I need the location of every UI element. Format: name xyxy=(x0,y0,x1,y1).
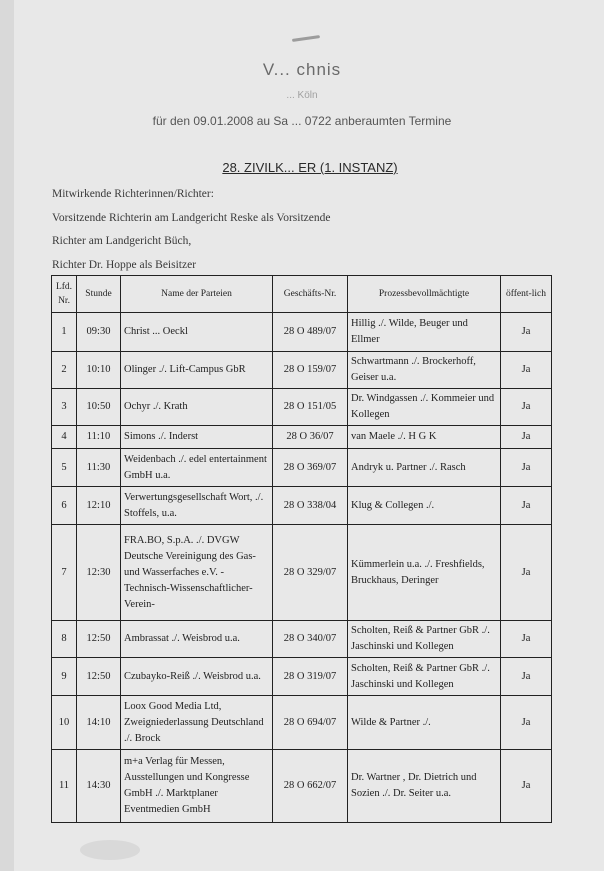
cell-counsel: Scholten, Reiß & Partner GbR ./. Jaschinski und Kollegen xyxy=(348,658,501,696)
cell-time: 10:10 xyxy=(77,352,121,389)
cell-case-number: 28 O 151/05 xyxy=(273,389,348,426)
cell-case-number: 28 O 338/04 xyxy=(273,487,348,525)
cell-parties: Ambrassat ./. Weisbrod u.a. xyxy=(121,621,273,658)
cell-number: 9 xyxy=(52,658,77,696)
document-title: V... chnis xyxy=(262,60,342,79)
cell-public: Ja xyxy=(501,658,552,696)
cell-number: 7 xyxy=(52,525,77,621)
table-row xyxy=(52,525,552,621)
cell-number: 2 xyxy=(52,352,77,389)
cell-parties: FRA.BO, S.p.A. ./. DVGW Deutsche Vereinigung des Gas- und Wasserfaches e.V. - Technisch-Wissenschaftlicher-Verein- xyxy=(121,525,273,621)
cell-public: Ja xyxy=(501,525,552,621)
cell-case-number: 28 O 662/07 xyxy=(273,750,348,823)
table-row xyxy=(52,352,552,389)
cell-case-number: 28 O 489/07 xyxy=(273,313,348,352)
chamber-heading: 28. ZIVILK... ER (1. INSTANZ) xyxy=(222,160,398,175)
header-parties: Name der Parteien xyxy=(121,276,273,313)
court-name: ... Köln xyxy=(286,90,318,101)
cell-case-number: 28 O 319/07 xyxy=(273,658,348,696)
cell-case-number: 28 O 369/07 xyxy=(273,449,348,487)
judge-associate: Richter am Landgericht Büch, xyxy=(52,235,192,247)
cell-time: 12:50 xyxy=(77,658,121,696)
cell-parties: Christ ... Oeckl xyxy=(121,313,273,352)
cell-time: 09:30 xyxy=(77,313,121,352)
cell-counsel: Hillig ./. Wilde, Beuger und Ellmer xyxy=(348,313,501,352)
cell-public: Ja xyxy=(501,750,552,823)
cell-public: Ja xyxy=(501,621,552,658)
cell-number: 6 xyxy=(52,487,77,525)
cell-case-number: 28 O 36/07 xyxy=(273,426,348,449)
table-row xyxy=(52,696,552,750)
cell-public: Ja xyxy=(501,352,552,389)
cell-public: Ja xyxy=(501,313,552,352)
cell-public: Ja xyxy=(501,449,552,487)
cell-counsel: Dr. Windgassen ./. Kommeier und Kollegen xyxy=(348,389,501,426)
schedule-table xyxy=(51,275,552,823)
cell-number: 3 xyxy=(52,389,77,426)
judge-assessor: Richter Dr. Hoppe als Beisitzer xyxy=(52,258,197,271)
header-public: öffent-lich xyxy=(501,276,552,313)
table-row xyxy=(52,313,552,352)
cell-parties: Weidenbach ./. edel entertainment GmbH u.a. xyxy=(121,449,273,487)
header-counsel: Prozessbevollmächtigte xyxy=(348,276,501,313)
paper-smudge xyxy=(80,840,140,860)
cell-parties: Czubayko-Reiß ./. Weisbrod u.a. xyxy=(121,658,273,696)
cell-number: 10 xyxy=(52,696,77,750)
cell-counsel: van Maele ./. H G K xyxy=(348,426,501,449)
header-time: Stunde xyxy=(77,276,121,313)
cell-time: 14:10 xyxy=(77,696,121,750)
table-row xyxy=(52,658,552,696)
cell-counsel: Andryk u. Partner ./. Rasch xyxy=(348,449,501,487)
cell-counsel: Dr. Wartner , Dr. Dietrich und Sozien ./. Dr. Seiter u.a. xyxy=(348,750,501,823)
cell-counsel: Klug & Collegen ./. xyxy=(348,487,501,525)
cell-number: 1 xyxy=(52,313,77,352)
cell-public: Ja xyxy=(501,696,552,750)
cell-number: 8 xyxy=(52,621,77,658)
cell-time: 11:30 xyxy=(77,449,121,487)
judges-heading: Mitwirkende Richterinnen/Richter: xyxy=(52,188,214,200)
judges-list xyxy=(52,183,572,277)
table-header-row xyxy=(52,276,552,313)
cell-time: 12:10 xyxy=(77,487,121,525)
cell-time: 14:30 xyxy=(77,750,121,823)
table-row xyxy=(52,621,552,658)
cell-time: 12:50 xyxy=(77,621,121,658)
table-row xyxy=(52,426,552,449)
header-case-number: Geschäfts-Nr. xyxy=(273,276,348,313)
cell-public: Ja xyxy=(501,487,552,525)
cell-case-number: 28 O 694/07 xyxy=(273,696,348,750)
cell-parties: Loox Good Media Ltd, Zweigniederlassung Deutschland ./. Brock xyxy=(121,696,273,750)
cell-parties: Simons ./. Inderst xyxy=(121,426,273,449)
header-number: Lfd. Nr. xyxy=(52,276,77,313)
cell-case-number: 28 O 340/07 xyxy=(273,621,348,658)
cell-public: Ja xyxy=(501,426,552,449)
cell-counsel: Wilde & Partner ./. xyxy=(348,696,501,750)
cell-time: 12:30 xyxy=(77,525,121,621)
table-row xyxy=(52,389,552,426)
cell-number: 4 xyxy=(52,426,77,449)
table-row xyxy=(52,449,552,487)
table-row xyxy=(52,487,552,525)
cell-counsel: Schwartmann ./. Brockerhoff, Geiser u.a. xyxy=(348,352,501,389)
cell-number: 5 xyxy=(52,449,77,487)
table-row xyxy=(52,750,552,823)
cell-time: 11:10 xyxy=(77,426,121,449)
cell-counsel: Scholten, Reiß & Partner GbR ./. Jaschinski und Kollegen xyxy=(348,621,501,658)
cell-case-number: 28 O 329/07 xyxy=(273,525,348,621)
date-line: für den 09.01.2008 au Sa ... 0722 anberaumten Termine xyxy=(152,114,452,128)
cell-counsel: Kümmerlein u.a. ./. Freshfields, Bruckhaus, Deringer xyxy=(348,525,501,621)
cell-number: 11 xyxy=(52,750,77,823)
judge-presiding: Vorsitzende Richterin am Landgericht Reske als Vorsitzende xyxy=(52,211,331,224)
cell-case-number: 28 O 159/07 xyxy=(273,352,348,389)
cell-parties: Verwertungsgesellschaft Wort, ./. Stoffels, u.a. xyxy=(121,487,273,525)
cell-parties: Ochyr ./. Krath xyxy=(121,389,273,426)
cell-parties: Olinger ./. Lift-Campus GbR xyxy=(121,352,273,389)
cell-public: Ja xyxy=(501,389,552,426)
cell-parties: m+a Verlag für Messen, Ausstellungen und Kongresse GmbH ./. Marktplaner Eventmedien GmbH xyxy=(121,750,273,823)
cell-time: 10:50 xyxy=(77,389,121,426)
